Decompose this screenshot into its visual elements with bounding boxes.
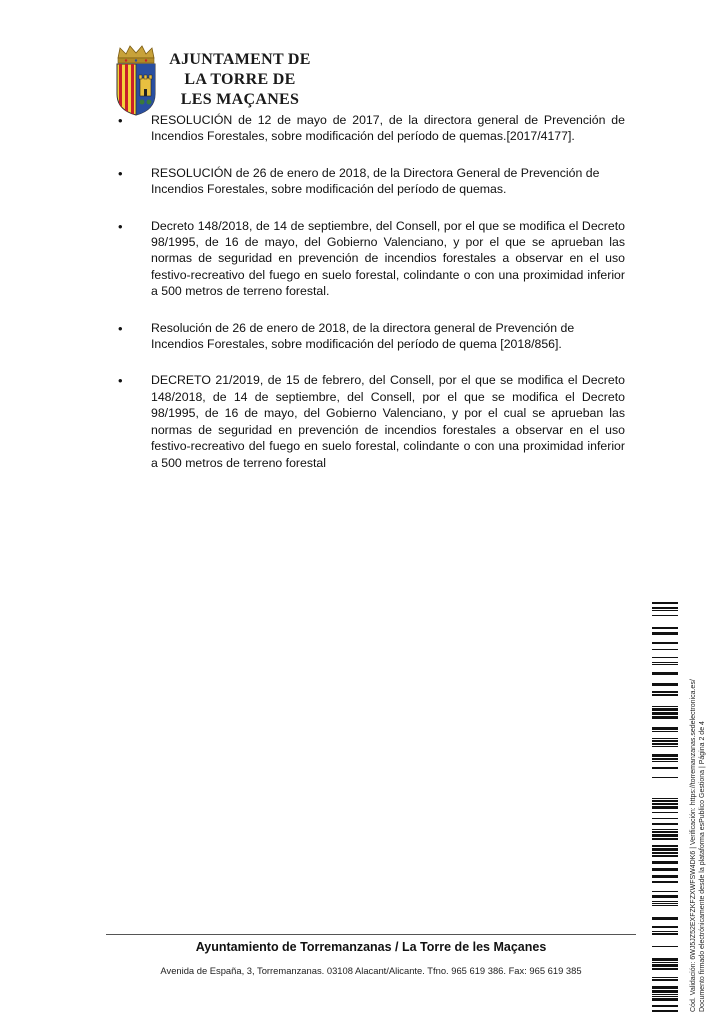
footer-title: Ayuntamiento de Torremanzanas / La Torre de les Maçanes <box>195 940 547 954</box>
validation-side-text <box>690 592 707 1012</box>
list-item <box>118 165 625 198</box>
org-name-line-1: AJUNTAMENT DE <box>169 51 311 68</box>
org-name-line-2: LA TORRE DE <box>184 71 296 88</box>
validation-line-1: Cód. Validación: 6WJ5JZ52EXFZKFZXWFSW4DK6 | Verificación: https://torremanzanas.sedelectronica.es/ <box>690 679 697 1012</box>
municipal-crest-logo <box>112 44 160 116</box>
list-item-text: Resolución de 26 de enero de 2018, de la directora general de Prevención de Incendios Forestales, sobre modificación del período de quema [2018/856]. <box>151 320 575 352</box>
footer-divider <box>106 934 636 935</box>
list-item-text: DECRETO 21/2019, de 15 de febrero, del Consell, por el que se modifica el Decreto 148/2018, de 14 de septiembre, del Consell, por el que se modifica el Decreto 98/1995, de 16 de mayo, del Gobierno Valenciano, y por el cual se aprueban las normas de seguridad en prevención de incendios forestales a observar en el uso festivo-recreativo del fuego en suelo forestal, colindante o con una proximidad inferior a 500 metros de terreno forestal <box>151 373 625 470</box>
organization-name <box>160 50 320 110</box>
list-item-text: Decreto 148/2018, de 14 de septiembre, del Consell, por el que se modifica el Decreto 98/1995, de 16 de mayo, del Gobierno Valenciano, y por el que se aprueban las normas de seguridad en prevención de incendios forestales a observar en el uso festivo-recreativo del fuego en suelo forestal, colindante o con una proximidad inferior a 500 metros de terreno forestal. <box>151 218 625 299</box>
list-item <box>118 218 625 300</box>
bullet-icon: • <box>118 113 123 128</box>
validation-line-2: Documento firmado electrónicamente desde la plataforma esPublico Gestiona | Página 2 de 4 <box>698 721 706 1012</box>
list-item-text: RESOLUCIÓN de 12 de mayo de 2017, de la directora general de Prevención de Incendios Forestales, sobre modificación del período de quemas.[2017/4177]. <box>151 113 625 144</box>
bullet-icon: • <box>118 373 123 389</box>
footer-address: Avenida de España, 3, Torremanzanas. 03108 Alacant/Alicante. Tfno. 965 619 386. Fax: 965 619 385 <box>160 965 582 976</box>
org-name-line-3: LES MAÇANES <box>180 91 300 108</box>
list-item <box>118 372 625 470</box>
list-item-text: RESOLUCIÓN de 26 de enero de 2018, de la Directora General de Prevención de Incendios Forestales, sobre modificación del período de quemas. <box>151 165 600 197</box>
list-item <box>118 320 625 353</box>
list-item <box>118 112 625 145</box>
bullet-icon: • <box>118 218 123 234</box>
bullet-icon: • <box>118 320 123 336</box>
regulation-list <box>118 112 625 491</box>
validation-barcode <box>652 602 678 1012</box>
bullet-icon: • <box>118 165 123 181</box>
